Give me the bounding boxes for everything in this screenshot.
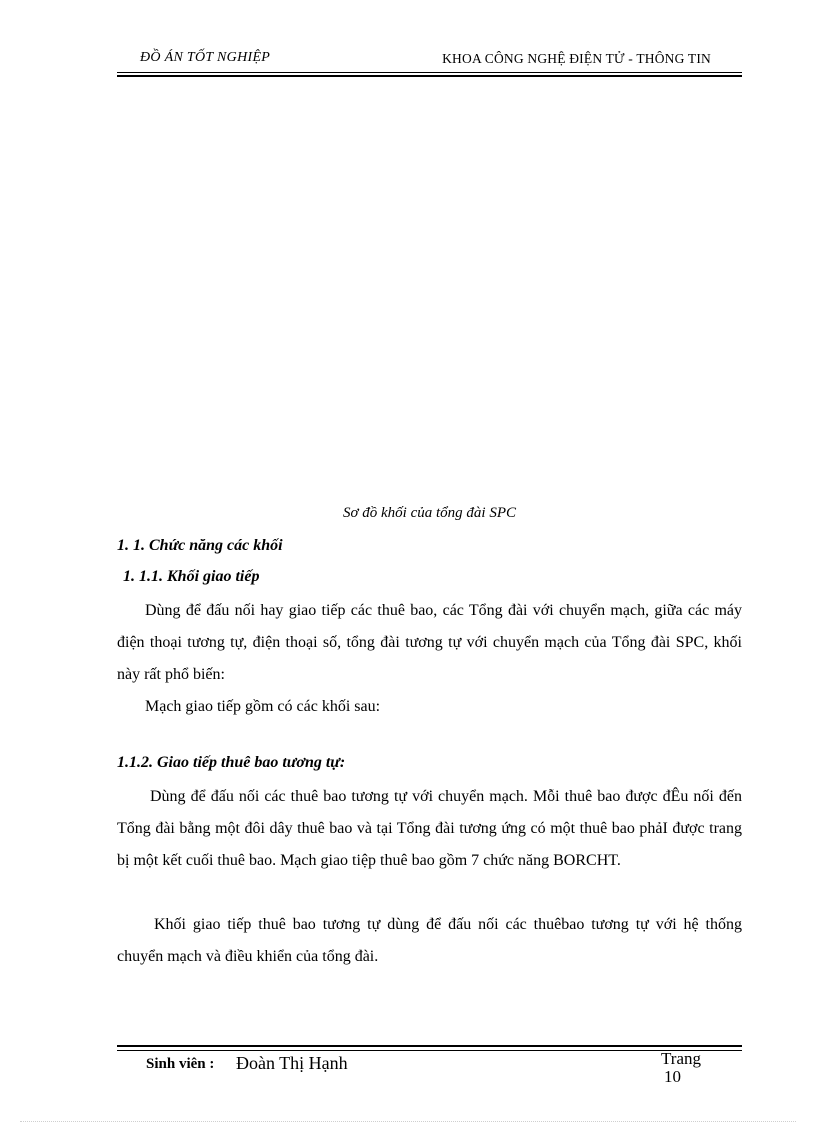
- footer-student-name: Đoàn Thị Hạnh: [236, 1053, 348, 1073]
- footer-page-number: 10: [664, 1067, 681, 1086]
- paragraph-analog-interface-block: Khối giao tiếp thuê bao tương tự dùng để đấu nối các thuêbao tương tự với hệ thống chuyển mạch và điều khiển của tổng đài.: [117, 916, 742, 965]
- footer-page-label: Trang: [661, 1049, 701, 1068]
- paragraph-interface-circuits: Mạch giao tiếp gồm có các khối sau:: [145, 698, 381, 715]
- figure-caption: Sơ đồ khối của tổng đài SPC: [343, 505, 516, 521]
- section-heading-1-1-2: 1.1.2. Giao tiếp thuê bao tương tự:: [117, 754, 346, 771]
- section-heading-1: 1. 1. Chức năng các khối: [117, 537, 283, 554]
- page-bottom-edge: [20, 1121, 796, 1122]
- header-divider-thick: [117, 75, 742, 77]
- paragraph-analog-subscriber: Dùng để đấu nối các thuê bao tương tự với chuyển mạch. Mỗi thuê bao được đÊu nối đến Tổng đài bằng một đôi dây thuê bao và tại Tổng đài tương ứng có một thuê bao phảI được trang bị một kết cuối thuê bao. Mạch giao tiệp thuê bao gồm 7 chức năng BORCHT.: [117, 788, 742, 869]
- header-divider: [117, 72, 742, 73]
- footer-divider-thick: [117, 1045, 742, 1047]
- header-title-right: KHOA CÔNG NGHỆ ĐIỆN TỬ - THÔNG TIN: [442, 51, 711, 66]
- paragraph-interface-block: Dùng để đấu nối hay giao tiếp các thuê bao, các Tổng đài với chuyển mạch, giữa các máy điện thoại tương tự, điện thoại số, tổng đài tương tự với chuyển mạch của Tổng đài SPC, khối này rất phổ biến:: [117, 602, 742, 683]
- header-title-left: ĐỒ ÁN TỐT NGHIỆP: [140, 50, 271, 65]
- footer-divider: [117, 1050, 742, 1051]
- figure-placeholder: [117, 90, 742, 490]
- footer-student-label: Sinh viên :: [146, 1056, 215, 1072]
- section-heading-1-1: 1. 1.1. Khối giao tiếp: [123, 568, 260, 585]
